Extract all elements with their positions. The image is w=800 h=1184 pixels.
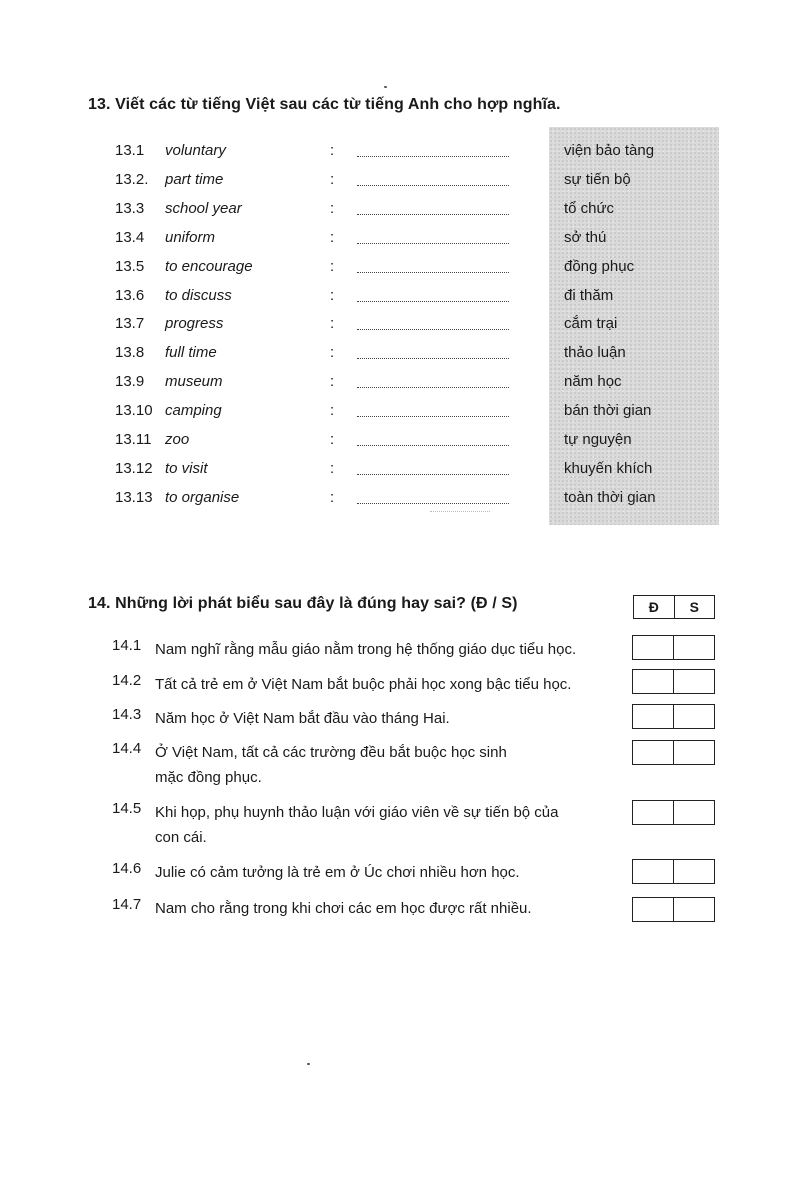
answer-blank[interactable] — [357, 358, 509, 359]
item-number: 13.11 — [115, 431, 152, 448]
statement-line: Nam cho rằng trong khi chơi các em học được rất nhiều. — [155, 900, 532, 917]
statement-line: Nam nghĩ rằng mẫu giáo nằm trong hệ thống giáo dục tiểu học. — [155, 641, 577, 658]
true-checkbox[interactable] — [633, 898, 673, 921]
vietnamese-term: viện bảo tàng — [564, 142, 655, 159]
answer-blank[interactable] — [357, 301, 509, 302]
statement-line: Khi họp, phụ huynh thảo luận với giáo viên về sự tiến bộ của — [155, 804, 559, 821]
statement-number: 14.2 — [112, 672, 142, 689]
vietnamese-term: bán thời gian — [564, 402, 652, 420]
answer-blank[interactable] — [357, 185, 509, 186]
item-number: 13.5 — [115, 257, 145, 275]
statement-number: 14.1 — [112, 637, 142, 654]
item-number: 13.7 — [115, 315, 145, 333]
false-checkbox[interactable] — [673, 705, 714, 728]
true-checkbox[interactable] — [633, 741, 673, 764]
statement-number: 14.3 — [112, 706, 142, 723]
faint-scan-mark — [430, 511, 490, 512]
vietnamese-term: sở thú — [564, 228, 607, 246]
english-term: school year — [165, 199, 242, 217]
vietnamese-term: tự nguyện — [564, 431, 632, 448]
true-checkbox[interactable] — [633, 705, 673, 728]
true-checkbox[interactable] — [633, 801, 673, 824]
vietnamese-term: đồng phục — [564, 257, 635, 275]
separator-colon: : — [330, 170, 335, 188]
true-checkbox[interactable] — [633, 860, 673, 883]
matching-row — [0, 460, 800, 482]
item-number: 13.13 — [115, 488, 153, 506]
english-term: full time — [165, 344, 217, 362]
english-term: zoo — [165, 431, 190, 448]
answer-blank[interactable] — [357, 243, 509, 244]
false-checkbox[interactable] — [673, 801, 714, 824]
true-checkbox[interactable] — [633, 670, 673, 693]
answer-blank[interactable] — [357, 272, 509, 273]
answer-boxes — [632, 740, 715, 765]
separator-colon: : — [330, 431, 335, 448]
statement-number: 14.5 — [112, 800, 142, 817]
matching-row — [0, 287, 800, 309]
english-term: to organise — [165, 488, 240, 506]
statement-line: mặc đồng phục. — [155, 769, 262, 786]
false-checkbox[interactable] — [673, 636, 714, 659]
vietnamese-term: năm học — [564, 373, 622, 391]
false-checkbox[interactable] — [673, 898, 714, 921]
answer-boxes — [632, 800, 715, 825]
scan-speck — [384, 86, 387, 88]
answer-boxes — [632, 704, 715, 729]
answer-blank[interactable] — [357, 156, 509, 157]
section-13-heading: 13. Viết các từ tiếng Việt sau các từ tiếng Anh cho hợp nghĩa. — [88, 96, 561, 113]
answer-boxes — [632, 669, 715, 694]
matching-row — [0, 200, 800, 222]
item-number: 13.4 — [115, 228, 145, 246]
vietnamese-term: đi thăm — [564, 286, 614, 304]
matching-row — [0, 489, 800, 511]
separator-colon: : — [330, 488, 335, 506]
vietnamese-term: sự tiến bộ — [564, 170, 631, 188]
english-term: museum — [165, 373, 223, 391]
true-checkbox[interactable] — [633, 636, 673, 659]
matching-row — [0, 258, 800, 280]
separator-colon: : — [330, 402, 335, 420]
separator-colon: : — [330, 286, 335, 304]
separator-colon: : — [330, 315, 335, 333]
separator-colon: : — [330, 373, 335, 391]
statement-line: Julie có cảm tưởng là trẻ em ở Úc chơi nhiều hơn học. — [155, 864, 520, 881]
item-number: 13.1 — [115, 142, 145, 159]
matching-row — [0, 344, 800, 366]
statement-line: Năm học ở Việt Nam bắt đầu vào tháng Hai. — [155, 710, 450, 727]
statement-text — [155, 860, 615, 885]
answer-blank[interactable] — [357, 214, 509, 215]
statement-line: Ở Việt Nam, tất cả các trường đều bắt buộc học sinh — [155, 744, 507, 761]
statement-number: 14.6 — [112, 860, 142, 877]
item-number: 13.12 — [115, 459, 153, 477]
vietnamese-term: khuyến khích — [564, 459, 653, 477]
answer-blank[interactable] — [357, 474, 509, 475]
english-term: to discuss — [165, 286, 232, 304]
separator-colon: : — [330, 199, 335, 217]
separator-colon: : — [330, 142, 335, 159]
vietnamese-term: cắm trại — [564, 315, 618, 333]
matching-row — [0, 142, 800, 164]
statement-number: 14.4 — [112, 740, 142, 757]
answer-blank[interactable] — [357, 503, 509, 504]
item-number: 13.9 — [115, 373, 145, 391]
english-term: progress — [165, 315, 224, 333]
section-14-heading: 14. Những lời phát biểu sau đây là đúng hay sai? (Đ / S) — [88, 595, 518, 612]
matching-row — [0, 171, 800, 193]
statement-text — [155, 706, 615, 731]
statement-text — [155, 637, 615, 662]
english-term: voluntary — [165, 142, 226, 159]
answer-blank[interactable] — [357, 416, 509, 417]
answer-blank[interactable] — [357, 329, 509, 330]
false-checkbox[interactable] — [673, 860, 714, 883]
english-term: to visit — [165, 459, 208, 477]
statement-text — [155, 800, 615, 850]
vietnamese-term: tổ chức — [564, 199, 615, 217]
vietnamese-term: toàn thời gian — [564, 488, 656, 506]
statement-text — [155, 740, 615, 790]
answer-boxes — [632, 897, 715, 922]
answer-boxes — [632, 635, 715, 660]
false-checkbox[interactable] — [673, 741, 714, 764]
separator-colon: : — [330, 257, 335, 275]
item-number: 13.2. — [115, 170, 149, 188]
matching-row — [0, 229, 800, 251]
vietnamese-term: thảo luận — [564, 344, 626, 362]
english-term: to encourage — [165, 257, 253, 275]
answer-blank[interactable] — [357, 445, 509, 446]
statement-number: 14.7 — [112, 896, 142, 913]
statement-text — [155, 672, 615, 697]
english-term: part time — [165, 170, 224, 188]
statement-line: con cái. — [155, 829, 207, 846]
separator-colon: : — [330, 228, 335, 246]
matching-row — [0, 431, 800, 453]
answer-boxes — [632, 859, 715, 884]
matching-row — [0, 402, 800, 424]
statement-text — [155, 896, 615, 921]
english-term: camping — [165, 402, 222, 420]
scan-speck — [307, 1063, 310, 1065]
true-false-header — [633, 595, 715, 619]
item-number: 13.10 — [115, 402, 153, 420]
item-number: 13.6 — [115, 286, 145, 304]
answer-blank[interactable] — [357, 387, 509, 388]
false-column-label: S — [674, 596, 715, 618]
separator-colon: : — [330, 459, 335, 477]
false-checkbox[interactable] — [673, 670, 714, 693]
english-term: uniform — [165, 228, 216, 246]
item-number: 13.8 — [115, 344, 145, 362]
separator-colon: : — [330, 344, 335, 362]
matching-row — [0, 373, 800, 395]
item-number: 13.3 — [115, 199, 145, 217]
matching-row — [0, 315, 800, 337]
statement-line: Tất cả trẻ em ở Việt Nam bắt buộc phải học xong bậc tiểu học. — [155, 676, 572, 693]
true-column-label: Đ — [648, 599, 659, 615]
